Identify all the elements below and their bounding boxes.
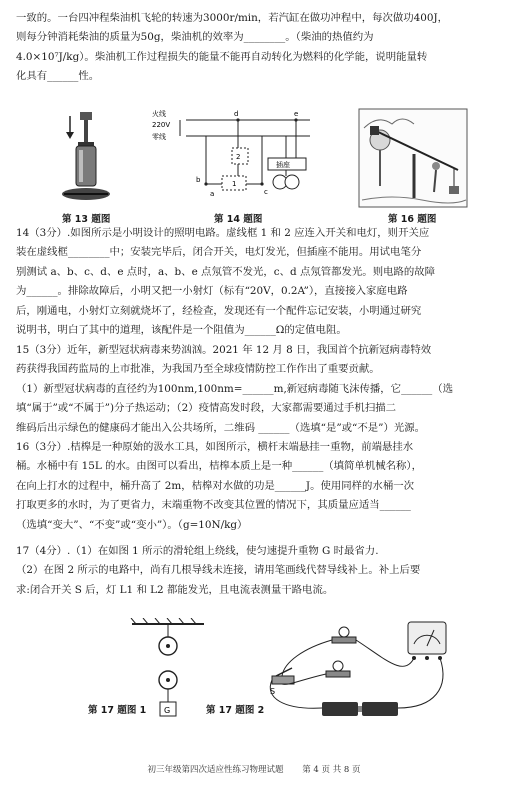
text-line: 打取更多的水时，为了更省力，末端重物不改变其位置的情况下，其质量应适当______ xyxy=(16,499,411,512)
point-b-label: b xyxy=(196,176,201,184)
intro-text xyxy=(16,9,494,87)
figure-16-caption: 第 16 题图 xyxy=(388,214,437,225)
text-line: 填“属于”或“不属于”)分子热运动；（2）疫情高发时段，大家都需要通过手机扫描二 xyxy=(16,402,396,415)
figure-13-caption: 第 13 题图 xyxy=(62,214,111,225)
text-line: 后，刚通电，小射灯立刻就烧坏了，经检查，发现还有一个配件忘记安装，小明通过研究 xyxy=(16,304,422,317)
box-1-label: 1 xyxy=(232,180,237,188)
text-line: （1）新型冠状病毒的直径约为100nm,100nm=______m,新冠病毒随飞沫传播，它______（选 xyxy=(16,382,454,395)
figure-16-well-sweep xyxy=(358,108,468,208)
neutral-wire-label: 零线 xyxy=(152,133,166,141)
text-line: 桶。水桶中有 15L 的水。由图可以看出，桔槔本质上是一种______（填简单机械名称）， xyxy=(16,460,422,473)
point-e-label: e xyxy=(294,110,299,118)
question-16 xyxy=(16,438,494,535)
figure-17-2-circuit xyxy=(264,618,460,734)
text-line: 化具有______性。 xyxy=(16,70,100,83)
text-line: 维码后出示绿色的健康码才能出入公共场所，二维码 ______（选填“是”或“不是”）光源。 xyxy=(16,421,426,434)
text-line: 17（4分）.（1）在如图 1 所示的滑轮组上绕线，使匀速提升重物 G 时最省力. xyxy=(16,545,379,557)
figure-17-1-caption: 第 17 题图 1 xyxy=(88,705,147,716)
box-2-label: 2 xyxy=(236,153,241,161)
text-line: （选填“变大”、“不变”或“变小”）。（g=10N/kg） xyxy=(16,518,248,531)
text-line: 求:闭合开关 S 后，灯 L1 和 L2 都能发光，且电流表测量干路电流。 xyxy=(16,583,334,596)
question-14 xyxy=(16,224,494,340)
figure-17-2-caption: 第 17 题图 2 xyxy=(206,705,265,716)
text-line: 装在虚线框________中；安装完毕后，闭合开关，电灯发光，但插座不能用。用试电笔分 xyxy=(16,246,422,259)
point-a-label: a xyxy=(210,190,215,198)
text-line: 15（3分）近年，新型冠状病毒来势汹汹。2021 年 12 月 8 日，我国首个抗新冠病毒特效 xyxy=(16,344,432,356)
live-wire-label: 火线 xyxy=(152,110,166,118)
switch-s-label: S xyxy=(270,687,276,696)
text-line: 14（3分）.如图所示是小明设计的照明电路。虚线框 1 和 2 应连入开关和电灯，则开关应 xyxy=(16,227,430,239)
exam-title: 初三年级第四次适应性练习物理试题 xyxy=(147,765,284,775)
point-d-label: d xyxy=(234,110,239,118)
text-line: 药获得我国药监局的上市批准，为我国乃至全球疫情防控工作作出了重要贡献。 xyxy=(16,363,380,376)
point-c-label: c xyxy=(264,188,268,196)
text-line: 别测试 a、b、c、d、e 点时，a、b、e 点氖管不发光，c、d 点氖管都发光。则电路的故障 xyxy=(16,265,436,278)
text-line: 为______。排除故障后，小明又把一小射灯（标有“20V，0.2A”），直接接入家庭电路 xyxy=(16,285,408,298)
text-line: 4.0×10⁷J/kg）。柴油机工作过程损失的能量不能再自动转化为燃料的化学能，说明能量转 xyxy=(16,50,428,63)
page-number: 第 4 页 共 8 页 xyxy=(302,765,361,775)
text-line: 说明书，明白了其中的道理，该配件是一个阻值为______Ω的定值电阻。 xyxy=(16,324,347,337)
question-17 xyxy=(16,542,494,600)
text-line: （2）在图 2 所示的电路中，尚有几根导线未连接，请用笔画线代替导线补上。补上后要 xyxy=(16,564,421,577)
figure-14-circuit xyxy=(150,106,318,206)
text-line: 则每分钟消耗柴油的质量为50g，柴油机的效率为________。（柴油的热值约为 xyxy=(16,31,374,44)
text-line: 在向上打水的过程中，桶升高了 2m，桔槔对水做的功是______J。使用同样的水桶一次 xyxy=(16,479,414,492)
voltage-label: 220V xyxy=(152,121,171,129)
figure-14-caption: 第 14 题图 xyxy=(214,214,263,225)
text-line: 16（3分）.桔槔是一种原始的汲水工具，如图所示，横杆末端悬挂一重物，前端悬挂水 xyxy=(16,441,414,453)
socket-label: 插座 xyxy=(276,161,290,169)
question-15 xyxy=(16,341,494,438)
figure-13-apparatus xyxy=(58,108,118,208)
weight-g-label: G xyxy=(164,706,171,715)
page-footer xyxy=(0,763,508,775)
text-line: 一致的。一台四冲程柴油机飞轮的转速为3000r/min，若汽缸在做功冲程中，每次做功400J， xyxy=(16,12,449,24)
